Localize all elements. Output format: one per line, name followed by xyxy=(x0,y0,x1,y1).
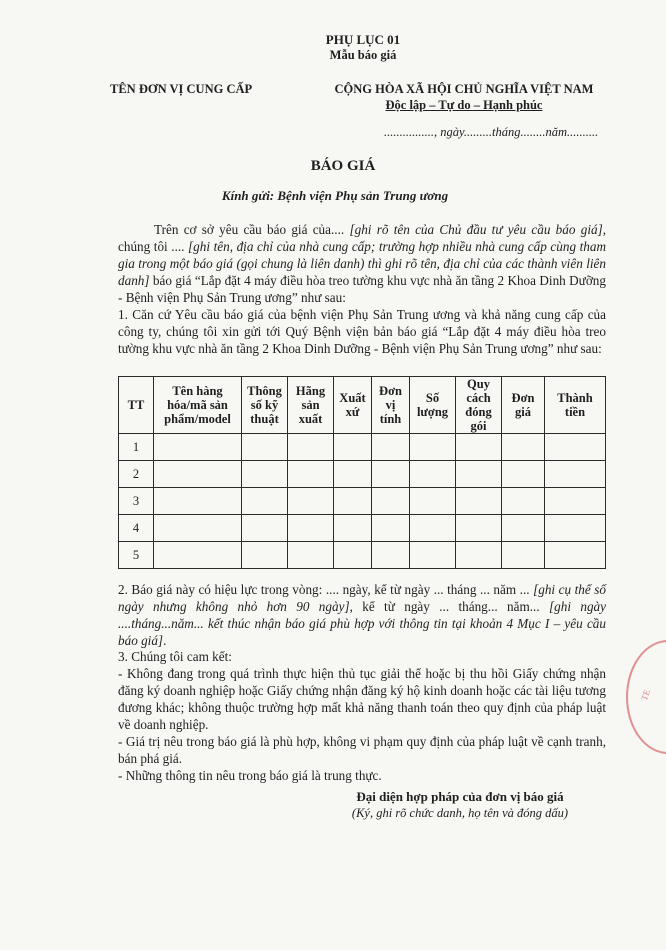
quotation-table xyxy=(118,376,606,569)
signature-title: Đại diện hợp pháp của đơn vị báo giá xyxy=(356,789,564,804)
recipient-line: Kính gửi: Bệnh viện Phụ sản Trung ương xyxy=(221,188,449,203)
commitment-item: - Không đang trong quá trình thực hiện thủ tục giải thể hoặc bị thu hồi Giấy chứng nhận đăng ký doanh nghiệp hoặc Giấy chứng nhận đăng ký hộ kinh doanh hoặc các tài liệu tương đương khác; không thuộc trường hợp mất khả năng thanh toán theo quy định của pháp luật về doanh nghiệp. xyxy=(118,666,606,732)
column-header: Hãng sản xuất xyxy=(288,377,334,434)
commitment-item: - Những thông tin nêu trong báo giá là trung thực. xyxy=(118,768,382,783)
appendix-subtitle: Mẫu báo giá xyxy=(329,48,397,62)
column-header: Xuất xứ xyxy=(334,377,372,434)
signature-note: (Ký, ghi rõ chức danh, họ tên và đóng dấu) xyxy=(351,806,569,820)
validity-text-a: 2. Báo giá này có hiệu lực trong vòng: .... ngày, kể từ ngày ... tháng ... năm ... xyxy=(118,582,534,597)
document-title: BÁO GIÁ xyxy=(310,158,376,174)
table-row xyxy=(119,515,606,542)
date-line: ................, ngày.........tháng........năm.......... xyxy=(384,125,599,139)
basis-paragraph: 1. Căn cứ Yêu cầu báo giá của bệnh viện Phụ Sản Trung ương và khả năng cung cấp của công ty, chúng tôi xin gửi tới Quý Bệnh viện bản báo giá “Lắp đặt 4 máy điều hòa treo tường khu vực nhà ăn tầng 2 Khoa Dinh Dưỡng - Bệnh viện Phụ Sản Trung ương” như sau: xyxy=(118,307,606,356)
validity-note-days: [ghi cụ thể số ngày nhưng không nhỏ hơn 90 ngày] xyxy=(118,582,606,614)
table-row xyxy=(119,434,606,461)
table-row xyxy=(119,461,606,488)
commitments-heading: 3. Chúng tôi cam kết: xyxy=(118,649,232,664)
validity-paragraph xyxy=(118,581,606,649)
table-header-row xyxy=(119,377,606,434)
republic-heading: CỘNG HÒA XÃ HỘI CHỦ NGHĨA VIỆT NAM xyxy=(334,82,594,96)
commitment-item: - Giá trị nêu trong báo giá là phù hợp, không vi phạm quy định của pháp luật về cạnh tranh, bán phá giá. xyxy=(118,734,606,766)
stamp-text: TE xyxy=(638,688,653,702)
intro-note-supplier: [ghi tên, địa chỉ của nhà cung cấp; trường hợp nhiều nhà cung cấp cùng tham gia trong một báo giá (gọi chung là liên danh) thì ghi rõ tên, địa chỉ của các thành viên liên danh] xyxy=(118,239,606,288)
row-number: 5 xyxy=(119,542,154,569)
appendix-title: PHỤ LỤC 01 xyxy=(325,32,401,47)
column-header: Quy cách đóng gói xyxy=(456,377,502,434)
table-row xyxy=(119,542,606,569)
validity-text-c: , kể từ ngày ... tháng... năm... xyxy=(349,599,549,614)
intro-text-a: Trên cơ sở yêu cầu báo giá của.... xyxy=(154,222,350,237)
column-header: Đơn giá xyxy=(502,377,545,434)
row-number: 3 xyxy=(119,488,154,515)
intro-text-c: chúng tôi .... xyxy=(118,239,189,254)
column-header: Tên hàng hóa/mã sản phẩm/model xyxy=(154,377,242,434)
validity-note-date: [ghi ngày ....tháng...năm... kết thúc nhận báo giá phù hợp với thông tin tại khoản 4 Mục I – yêu cầu báo giá] xyxy=(118,599,606,648)
row-number: 4 xyxy=(119,515,154,542)
column-header: Thông số kỹ thuật xyxy=(242,377,288,434)
national-motto: Độc lập – Tự do – Hạnh phúc xyxy=(385,98,543,112)
validity-text-e: . xyxy=(163,633,167,648)
row-number: 2 xyxy=(119,461,154,488)
column-header: TT xyxy=(119,377,154,434)
column-header: Thành tiền xyxy=(545,377,606,434)
intro-paragraph xyxy=(118,221,606,306)
column-header: Số lượng xyxy=(410,377,456,434)
row-number: 1 xyxy=(119,434,154,461)
column-header: Đơn vị tính xyxy=(372,377,410,434)
table-row xyxy=(119,488,606,515)
supplier-name-label: TÊN ĐƠN VỊ CUNG CẤP xyxy=(110,82,253,96)
intro-note-investor: [ghi rõ tên của Chủ đầu tư yêu cầu báo giá], xyxy=(349,222,607,237)
intro-text-e: báo giá “Lắp đặt 4 máy điều hòa treo tường khu vực nhà ăn tầng 2 Khoa Dinh Dưỡng - Bệnh viện Phụ Sản Trung ương” như sau: xyxy=(118,273,606,305)
